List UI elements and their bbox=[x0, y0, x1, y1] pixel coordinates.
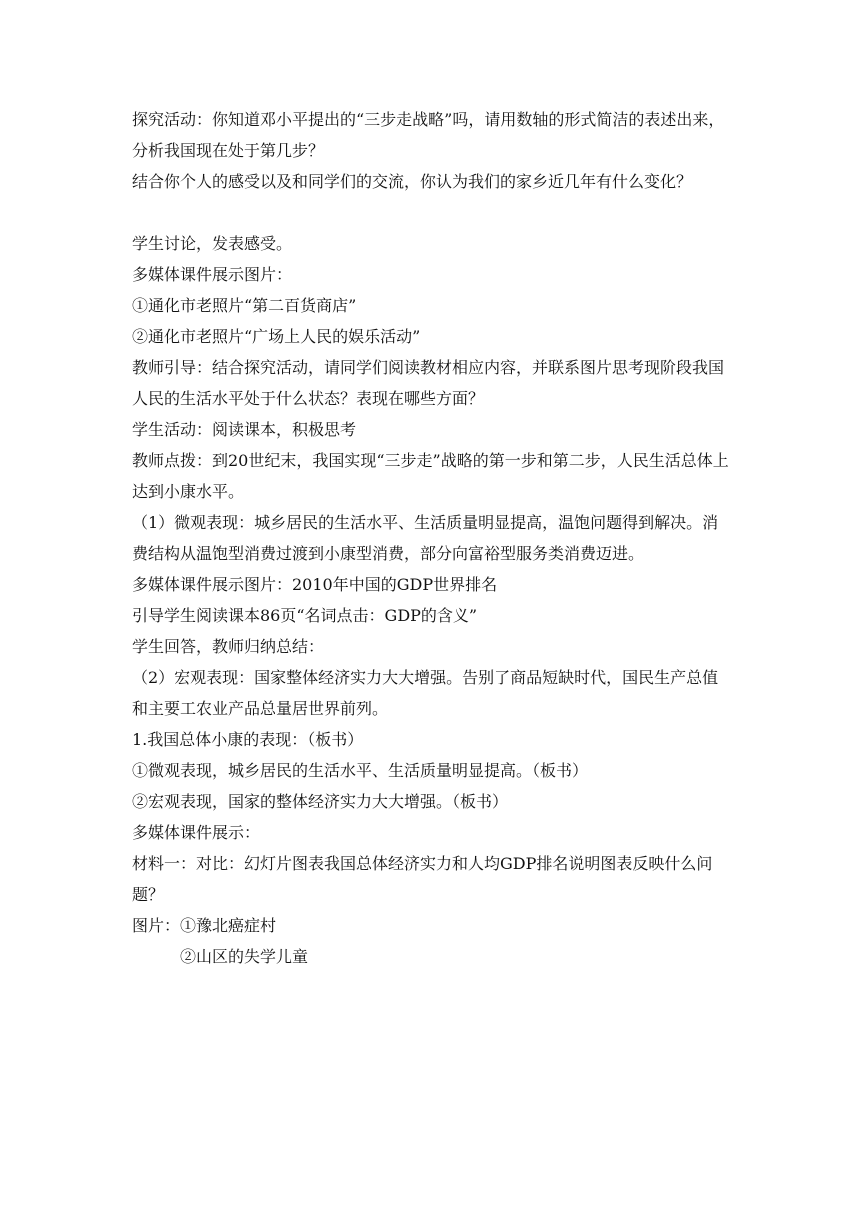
paragraph-gdp-meaning: 引导学生阅读课本86页“名词点击：GDP的含义” bbox=[132, 606, 478, 625]
paragraph-macro-performance: （2）宏观表现：国家整体经济实力大大增强。告别了商品短缺时代，国民生产总值和主要工农业产品总量居世界前列。 bbox=[132, 668, 719, 718]
paragraph-material-one: 材料一：对比：幻灯片图表我国总体经济实力和人均GDP排名说明图表反映什么问题？ bbox=[132, 854, 713, 904]
paragraph-student-answer: 学生回答，教师归纳总结： bbox=[132, 637, 325, 656]
paragraph-gdp-ranking: 多媒体课件展示图片：2010年中国的GDP世界排名 bbox=[132, 575, 498, 594]
paragraph-student-discussion: 学生讨论，发表感受。 bbox=[132, 234, 293, 253]
paragraph-multimedia-images: 多媒体课件展示图片： bbox=[132, 265, 293, 284]
paragraph-inquiry-activity: 探究活动：你知道邓小平提出的“三步走战略”吗，请用数轴的形式简洁的表述出来，分析我国现在处于第几步？ bbox=[132, 110, 725, 160]
paragraph-board-macro: ②宏观表现，国家的整体经济实力大大增强。（板书） bbox=[132, 792, 509, 811]
blank-line bbox=[132, 197, 732, 228]
paragraph-photo-store: ①通化市老照片“第二百货商店” bbox=[132, 296, 357, 315]
paragraph-image-dropout-children: ②山区的失学儿童 bbox=[180, 947, 309, 966]
paragraph-micro-performance: （1）微观表现：城乡居民的生活水平、生活质量明显提高，温饱问题得到解决。消费结构从温饱型消费过渡到小康型消费，部分向富裕型服务类消费迈进。 bbox=[132, 513, 719, 563]
paragraph-multimedia-display: 多媒体课件展示： bbox=[132, 823, 261, 842]
paragraph-board-title: 1.我国总体小康的表现：（板书） bbox=[132, 730, 364, 749]
document-body bbox=[132, 104, 732, 972]
paragraph-student-activity: 学生活动：阅读课本，积极思考 bbox=[132, 420, 357, 439]
paragraph-board-micro: ①微观表现，城乡居民的生活水平、生活质量明显提高。（板书） bbox=[132, 761, 589, 780]
paragraph-hometown-changes: 结合你个人的感受以及和同学们的交流，你认为我们的家乡近几年有什么变化？ bbox=[132, 172, 693, 191]
paragraph-teacher-explanation: 教师点拨：到20世纪末，我国实现“三步走”战略的第一步和第二步，人民生活总体上达到小康水平。 bbox=[132, 451, 729, 501]
paragraph-image-cancer-village: 图片：①豫北癌症村 bbox=[132, 916, 277, 935]
paragraph-teacher-guidance: 教师引导：结合探究活动，请同学们阅读教材相应内容，并联系图片思考现阶段我国人民的生活水平处于什么状态？表现在哪些方面？ bbox=[132, 358, 725, 408]
paragraph-photo-square: ②通化市老照片“广场上人民的娱乐活动” bbox=[132, 327, 421, 346]
